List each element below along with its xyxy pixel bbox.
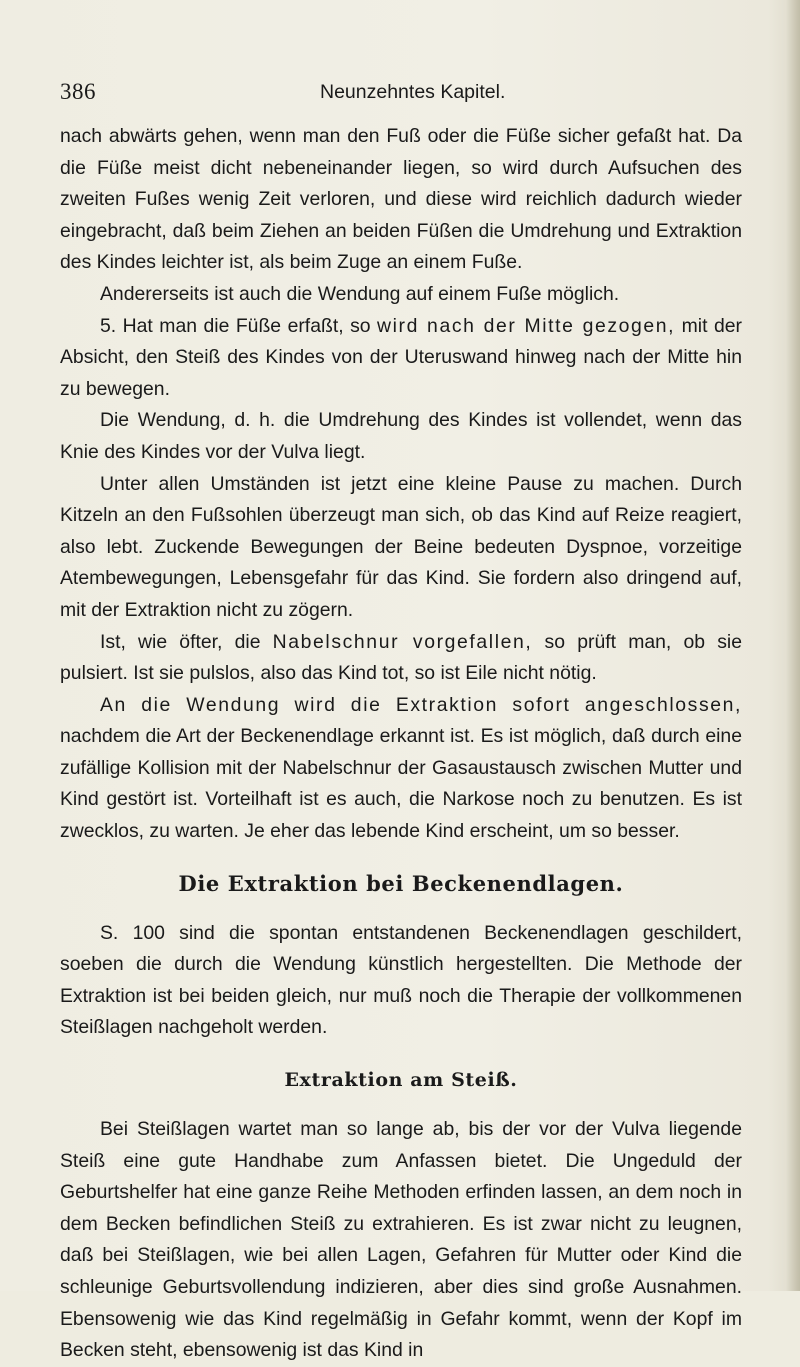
paragraph-2: Andererseits ist auch die Wendung auf einem Fuße möglich.: [100, 282, 620, 305]
section-paragraph: S. 100 sind die spontan entstandenen Beckenendlagen geschildert, soeben die durch die Wendung künstlich hergestellten. Die Methode der Extraktion ist bei beiden gleich, nur muß noch die Therapie der vollkommenen Steißlagen nachgeholt werden.: [60, 921, 742, 1039]
running-title: Neunzehntes Kapitel.: [320, 81, 506, 103]
paragraph-6: [60, 627, 742, 690]
paragraph-7-rest: nachdem die Art der Beckenendlage erkannt ist. Es ist möglich, daß durch eine zufällige Kollision mit der Nabelschnur der Gasaustausch zwischen Mutter und Kind gestört ist. Vorteilhaft ist es auch, die Narkose noch zu benutzen. Es ist zwecklos, zu warten. Je eher das lebende Kind erscheint, um so besser.: [60, 725, 742, 843]
paragraph-3: [60, 311, 742, 406]
paragraph-3-lead: 5. Hat man die Füße erfaßt, so: [100, 314, 378, 337]
paragraph-3-emphasis: wird nach der Mitte gezogen,: [377, 314, 676, 337]
paragraph-3-rest: mit der Absicht, den Steiß des Kindes von der Uteruswand hinweg nach der Mitte hin zu bewegen.: [60, 314, 742, 400]
paragraph-4: Die Wendung, d. h. die Umdrehung des Kindes ist vollendet, wenn das Knie des Kindes vor der Vulva liegt.: [60, 409, 742, 463]
subsection-paragraph: Bei Steißlagen wartet man so lange ab, bis der vor der Vulva liegende Steiß eine gute Handhabe zum Anfassen bietet. Die Ungeduld der Geburtshelfer hat eine ganze Reihe Methoden erfinden lassen, an dem noch in dem Becken befindlichen Steiß zu extrahieren. Es ist zwar nicht zu leugnen, daß bei Steißlagen, wie bei allen Lagen, Gefahren für Mutter oder Kind die schleunige Geburtsvollendung indizieren, aber dies sind große Ausnahmen. Ebensowenig wie das Kind regelmäßig in Gefahr kommt, wenn der Kopf im Becken steht, ebensowenig ist das Kind in: [60, 1118, 742, 1362]
page-edge-shadow: [786, 0, 800, 1291]
paragraph-7-emphasis: An die Wendung wird die Extraktion sofort angeschlossen,: [100, 693, 742, 716]
section-heading: Die Extraktion bei Beckenendlagen.: [178, 870, 624, 896]
paragraph-6-lead: Ist, wie öfter, die: [100, 630, 273, 653]
paragraph-6-emphasis: Nabelschnur vorgefallen,: [272, 630, 533, 653]
subsection-heading: Extraktion am Steiß.: [284, 1069, 518, 1092]
page-header: [60, 74, 750, 110]
page-number: 386: [60, 79, 96, 104]
paragraph-7: [60, 690, 742, 848]
paragraph-6-rest: so prüft man, ob sie pulsiert. Ist sie pulslos, also das Kind tot, so ist Eile nicht nötig.: [60, 630, 743, 685]
page-body: [60, 121, 742, 1367]
paragraph-5: Unter allen Umständen ist jetzt eine kleine Pause zu machen. Durch Kitzeln an den Fußsohlen überzeugt man sich, ob das Kind auf Reize reagiert, also lebt. Zuckende Bewegungen der Beine bedeuten Dyspnoe, vorzeitige Atembewegungen, Lebensgefahr für das Kind. Sie fordern also dringend auf, mit der Extraktion nicht zu zögern.: [60, 472, 742, 621]
paragraph-1: nach abwärts gehen, wenn man den Fuß oder die Füße sicher gefaßt hat. Da die Füße meist dicht nebeneinander liegen, so wird durch Aufsuchen des zweiten Fußes wenig Zeit verloren, und diese wird reichlich dadurch wieder eingebracht, daß beim Ziehen an beiden Füßen die Umdrehung und Extraktion des Kindes leichter ist, als beim Zuge an einem Fuße.: [60, 125, 742, 274]
